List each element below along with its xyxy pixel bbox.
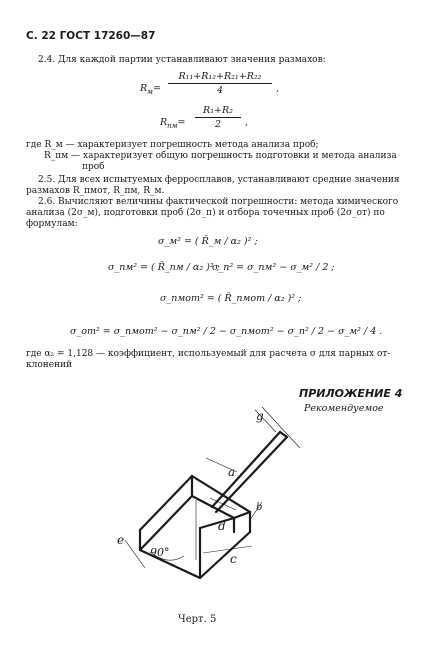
box-bottom-front (140, 532, 250, 578)
formula-sigma-ot: σ_от² = σ_пмот² − σ_пм² / 2 − σ_пмот² − σ_п² / 2 − σ_м² / 4 . (70, 326, 383, 337)
where-1-line-3: проб (82, 162, 105, 172)
page-header: С. 22 ГОСТ 17260—87 (26, 30, 156, 42)
box-inner-step (200, 512, 250, 528)
formula-sigma-pmot: σ_пмот² = ( R̄_пмот / α₂ )² ; (160, 293, 302, 304)
where-2-line-2: клонений (26, 360, 73, 370)
label-c: c (230, 552, 237, 566)
paragraph-2-6-line-1: 2.6. Вычисляют величины фактической погрешности: метода химического (38, 197, 399, 207)
label-angle: 90° (150, 546, 170, 559)
where-2-line-1: где α₂ = 1,128 — коэффициент, используемый для расчета σ для парных от- (26, 349, 391, 359)
formula-rm-fraction: $\frac{\text{R₁₁+R₁₂+R₂₁+R₂₂}}{4}$ (168, 71, 272, 96)
formula-sigma-p: σ_п² = σ_пм² − σ_м² / 2 ; (212, 262, 335, 273)
box-left-face (140, 496, 192, 550)
handle-end (280, 432, 287, 437)
label-e: e (117, 533, 125, 547)
where-1-line-2: R_пм — характеризует общую погрешность подготовки и метода анализа (44, 151, 397, 161)
label-a: a (228, 465, 236, 479)
label-g: g (256, 409, 264, 423)
label-d: d (218, 519, 226, 533)
handle-lower (216, 437, 287, 512)
box-inner-front (192, 496, 234, 532)
paragraph-2-5-line-2: размахов R_пмот, R_пм, R_м. (26, 186, 165, 196)
formula-rm-lhs: $R_м=$ (140, 83, 161, 96)
formula-rpm-tail: , (245, 117, 249, 128)
paragraph-2-4: 2.4. Для каждой партии устанавливают значения размахов: (38, 55, 326, 65)
figure-caption: Черт. 5 (178, 614, 217, 625)
box-top-back (140, 476, 250, 530)
paragraph-2-5-line-1: 2.5. Для всех испытуемых ферросплавов, устанавливают средние значения (38, 175, 400, 185)
handle-upper (212, 432, 280, 507)
where-1-line-1: где R_м — характеризует погрешность метода анализа проб; (26, 140, 319, 150)
formula-rpm-fraction: $\frac{\text{R₁+R₂}}{2}$ (195, 105, 241, 130)
appendix-title: ПРИЛОЖЕНИЕ 4 (299, 387, 403, 400)
paragraph-2-6-line-2: анализа (2σ_м), подготовки проб (2σ_п) и отбора точечных проб (2σ_от) по (26, 208, 385, 218)
paragraph-2-6-line-3: формулам: (26, 219, 78, 229)
formula-rpm-lhs: $R_{пм}=$ (160, 117, 186, 130)
formula-sigma-m: σ_м² = ( R̄_м / α₂ )² ; (158, 236, 258, 247)
appendix-subtitle: Рекомендуемое (304, 403, 384, 414)
formula-sigma-pm: σ_пм² = ( R̄_пм / α₂ )² ; (108, 262, 220, 273)
formula-rm-tail: , (276, 83, 280, 94)
label-b: b (256, 502, 263, 513)
